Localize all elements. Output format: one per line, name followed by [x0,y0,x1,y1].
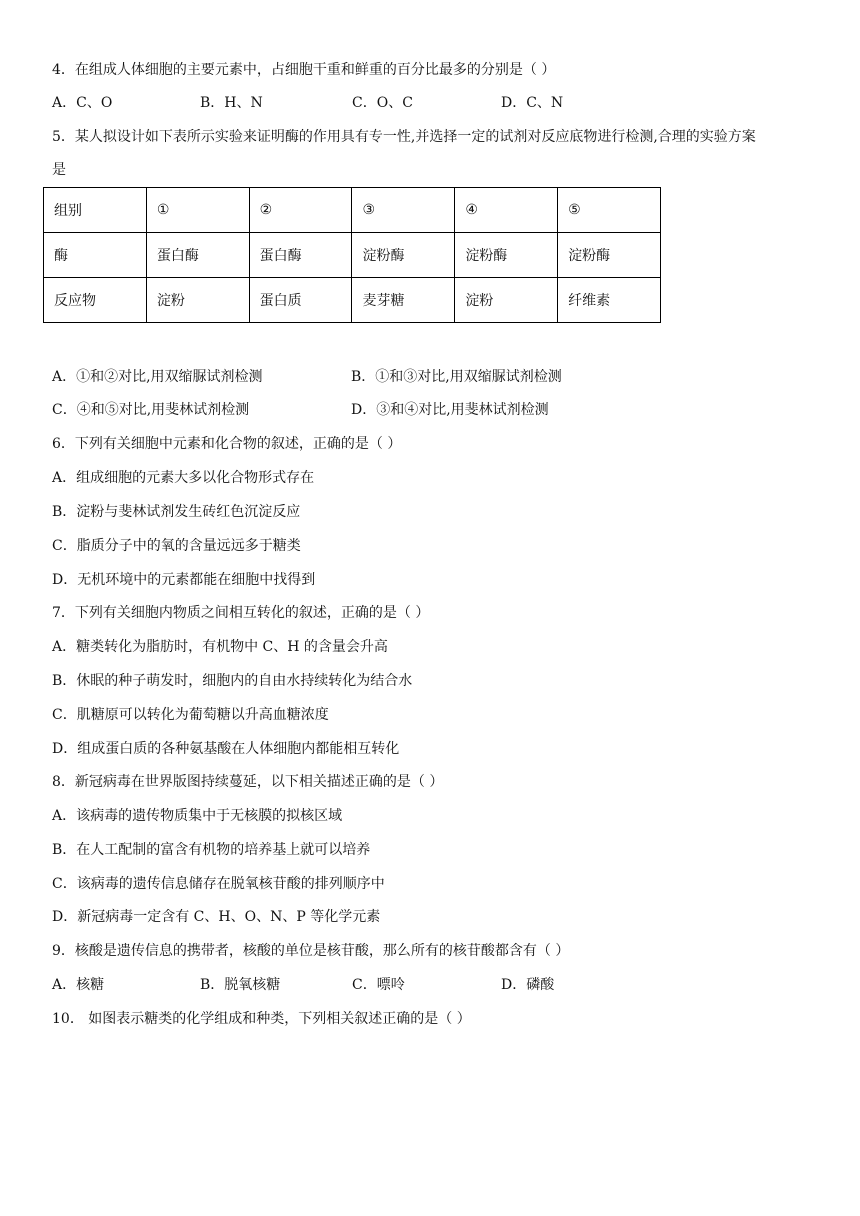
question-4-options [52,93,812,113]
table-row [44,278,661,323]
q7-option-d: D．组成蛋白质的各种氨基酸在人体细胞内都能相互转化 [52,741,400,757]
table-cell: ④ [455,188,558,233]
table-cell: 酶 [44,233,147,278]
q9-option-d: D．磷酸 [501,977,555,993]
question-5-stem-cont: 是 [52,162,66,178]
table-cell: 组别 [44,188,147,233]
q4-option-c: C．O、C [352,95,413,111]
table-cell: 淀粉酶 [352,233,455,278]
table-cell: 淀粉 [146,278,249,323]
q8-option-b: B．在人工配制的富含有机物的培养基上就可以培养 [52,842,371,858]
question-7-stem: 7．下列有关细胞内物质之间相互转化的叙述，正确的是（ ） [52,605,430,621]
q7-option-b: B．休眠的种子萌发时，细胞内的自由水持续转化为结合水 [52,673,413,689]
question-9-stem: 9．核酸是遗传信息的携带者，核酸的单位是核苷酸，那么所有的核苷酸都含有（ ） [52,943,570,959]
table-cell: ⑤ [558,188,661,233]
q6-option-b: B．淀粉与斐林试剂发生砖红色沉淀反应 [52,504,301,520]
q4-option-d: D．C、N [501,95,564,111]
q9-option-a: A．核糖 [52,977,105,993]
q6-option-c: C．脂质分子中的氧的含量远远多于糖类 [52,538,301,554]
table-cell: 蛋白酶 [249,233,352,278]
q5-option-b: B．①和③对比,用双缩脲试剂检测 [351,369,562,385]
question-8-stem: 8．新冠病毒在世界版图持续蔓延，以下相关描述正确的是（ ） [52,774,444,790]
q6-option-a: A．组成细胞的元素大多以化合物形式存在 [52,470,315,486]
table-cell: 淀粉酶 [455,233,558,278]
q7-option-c: C．肌糖原可以转化为葡萄糖以升高血糖浓度 [52,707,329,723]
question-5-options-row-2 [52,400,812,420]
question-4-stem: 4．在组成人体细胞的主要元素中，占细胞干重和鲜重的百分比最多的分别是（ ） [52,62,556,78]
question-9-options [52,975,812,995]
table-row [44,233,661,278]
q4-option-b: B．H、N [200,95,263,111]
table-cell: 纤维素 [558,278,661,323]
table-cell: 淀粉酶 [558,233,661,278]
enzyme-experiment-table [43,187,661,323]
table-cell: 蛋白质 [249,278,352,323]
q8-option-c: C．该病毒的遗传信息储存在脱氧核苷酸的排列顺序中 [52,876,385,892]
table-row [44,188,661,233]
q4-option-a: A．C、O [52,95,113,111]
q9-option-c: C．嘌呤 [352,977,405,993]
q8-option-a: A．该病毒的遗传物质集中于无核膜的拟核区域 [52,808,343,824]
question-10-stem: 10． 如图表示糖类的化学组成和种类，下列相关叙述正确的是（ ） [52,1011,471,1027]
table-cell: 反应物 [44,278,147,323]
q7-option-a: A．糖类转化为脂肪时，有机物中 C、H 的含量会升高 [52,639,388,655]
q5-option-a: A．①和②对比,用双缩脲试剂检测 [52,369,263,385]
q9-option-b: B．脱氧核糖 [200,977,281,993]
q5-option-c: C．④和⑤对比,用斐林试剂检测 [52,402,250,418]
q6-option-d: D．无机环境中的元素都能在细胞中找得到 [52,572,316,588]
question-5-options-row-1 [52,367,812,387]
question-5-stem: 5．某人拟设计如下表所示实验来证明酶的作用具有专一性,并选择一定的试剂对反应底物进行检测,合理的实验方案 [52,129,756,145]
table-cell: 麦芽糖 [352,278,455,323]
table-cell: ② [249,188,352,233]
table-cell: ③ [352,188,455,233]
question-6-stem: 6．下列有关细胞中元素和化合物的叙述，正确的是（ ） [52,436,402,452]
q5-option-d: D．③和④对比,用斐林试剂检测 [351,402,549,418]
q8-option-d: D．新冠病毒一定含有 C、H、O、N、P 等化学元素 [52,909,381,925]
table-cell: ① [146,188,249,233]
table-cell: 蛋白酶 [146,233,249,278]
table-cell: 淀粉 [455,278,558,323]
